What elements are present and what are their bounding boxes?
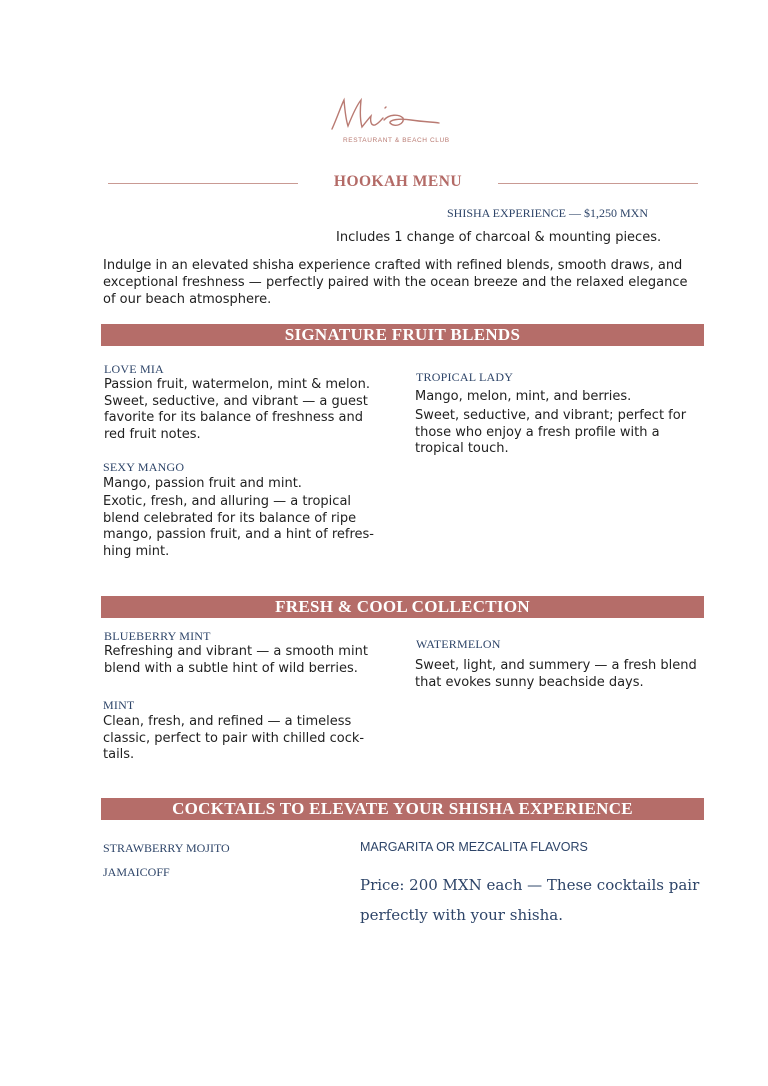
item-description-sexy-mango — [103, 494, 403, 560]
logo-script-mark — [329, 96, 459, 141]
page-title: HOOKAH MENU — [333, 173, 463, 190]
description-line: classic, perfect to pair with chilled cock- — [103, 730, 365, 746]
item-description-blueberry-mint: Refreshing and vibrant — a smooth mint blend with a subtle hint of wild berries. — [104, 644, 368, 676]
item-name-mint: MINT — [103, 698, 135, 712]
item-description-watermelon: Sweet, light, and summery — a fresh blend that evokes sunny beachside days. — [415, 658, 697, 690]
item-name-love-mia: LOVE MIA — [104, 362, 164, 376]
item-ingredients-tropical-lady: Mango, melon, mint, and berries. — [415, 389, 632, 404]
description-line: hing mint. — [103, 543, 170, 559]
cocktail-jamaicoff: JAMAICOFF — [103, 865, 170, 879]
item-name-sexy-mango: SEXY MANGO — [103, 460, 185, 474]
title-rule-left — [108, 183, 298, 184]
description-line: mango, passion fruit, and a hint of refres- — [103, 527, 375, 542]
item-description-tropical-lady: Sweet, seductive, and vibrant; perfect for those who enjoy a fresh profile with a tropical touch. — [415, 408, 687, 456]
brand-logo — [329, 96, 459, 151]
item-ingredients-sexy-mango: Mango, passion fruit and mint. — [103, 476, 302, 491]
intro-paragraph: Indulge in an elevated shisha experience crafted with refined blends, smooth draws, and exceptional freshness — perfectly paired with the ocean breeze and the relaxed elegance of our beach atmosphere. — [103, 258, 688, 307]
description-line: blend celebrated for its balance of ripe — [103, 510, 357, 526]
section-header-cocktails: COCKTAILS TO ELEVATE YOUR SHISHA EXPERIENCE — [101, 798, 704, 820]
title-rule-right — [498, 183, 698, 184]
section-header-signature: SIGNATURE FRUIT BLENDS — [101, 324, 704, 346]
section-header-fresh: FRESH & COOL COLLECTION — [101, 596, 704, 618]
description-line: tails. — [103, 747, 135, 762]
includes-note: Includes 1 change of charcoal & mounting pieces. — [336, 230, 662, 245]
description-line: Clean, fresh, and refined — a timeless — [103, 714, 352, 729]
item-name-watermelon: WATERMELON — [416, 637, 501, 651]
description-line: Exotic, fresh, and alluring — a tropical — [103, 494, 352, 509]
item-description-mint — [103, 714, 403, 764]
cocktail-strawberry-mojito: STRAWBERRY MOJITO — [103, 841, 230, 855]
item-name-tropical-lady: TROPICAL LADY — [416, 370, 514, 384]
cocktail-flavors: MARGARITA OR MEZCALITA FLAVORS — [360, 840, 588, 854]
logo-subtitle: RESTAURANT & BEACH CLUB — [343, 137, 450, 144]
cocktail-price-note: Price: 200 MXN each — These cocktails pair perfectly with your shisha. — [360, 876, 700, 924]
item-name-blueberry-mint: BLUEBERRY MINT — [104, 629, 211, 643]
experience-price: SHISHA EXPERIENCE — $1,250 MXN — [447, 206, 649, 220]
item-description-love-mia: Passion fruit, watermelon, mint & melon. Sweet, seductive, and vibrant — a guest favorite for its balance of freshness and red fruit notes. — [104, 377, 370, 442]
